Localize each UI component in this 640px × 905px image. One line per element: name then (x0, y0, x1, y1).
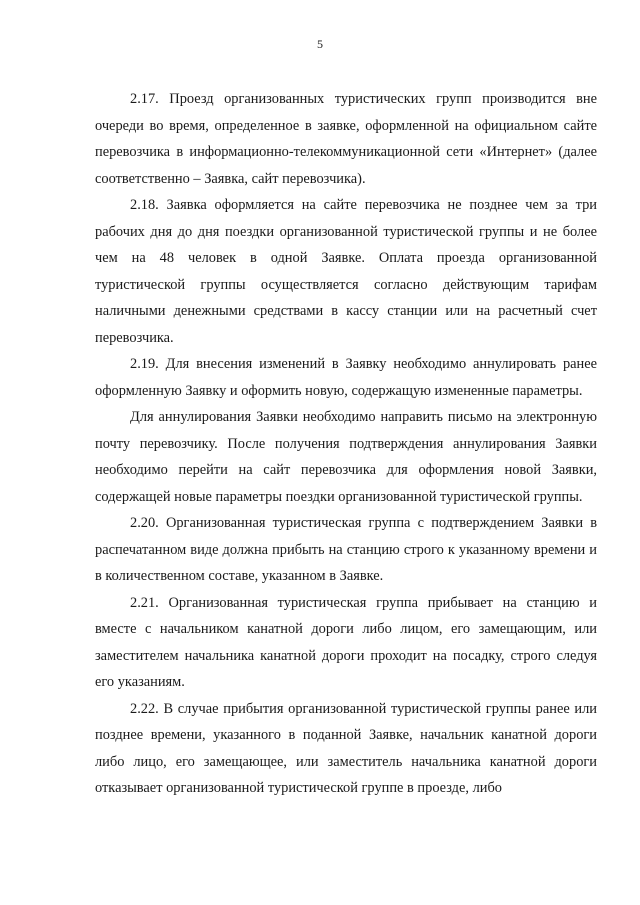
page-number: 5 (317, 37, 323, 51)
paragraph-2-22: 2.22. В случае прибытия организованной туристической группы ранее или позднее времени, указанного в поданной Заявке, начальник канатной дороги либо лицо, его замещающее, или заместитель начальника канатной дороги отказывает организованной туристической группе в проезде, либо (95, 700, 597, 796)
paragraph-2-21: 2.21. Организованная туристическая группа прибывает на станцию и вместе с начальником канатной дороги либо лицом, его замещающим, или заместителем начальника канатной дороги проходит на посадку, строго следуя его указаниям. (95, 594, 597, 690)
paragraph-2-18: 2.18. Заявка оформляется на сайте перевозчика не позднее чем за три рабочих дня до дня поездки организованной туристической группы и не более чем на 48 человек в одной Заявке. Оплата проезда организованной туристической группы осуществляется согласно действующим тарифам наличными денежными средствами в кассу станции или на расчетный счет перевозчика. (95, 197, 597, 346)
paragraph-2-17: 2.17. Проезд организованных туристических групп производится вне очереди во время, определенное в заявке, оформленной на официальном сайте перевозчика в информационно-телекоммуникационной сети «Интернет» (далее соответственно – Заявка, сайт перевозчика). (95, 91, 597, 187)
document-body (95, 86, 597, 802)
paragraph-2-20: 2.20. Организованная туристическая группа с подтверждением Заявки в распечатанном виде должна прибыть на станцию строго к указанному времени и в количественном составе, указанном в Заявке. (95, 515, 597, 584)
paragraph-2-19: 2.19. Для внесения изменений в Заявку необходимо аннулировать ранее оформленную Заявку и оформить новую, содержащую измененные параметры. (95, 356, 597, 399)
paragraph-2-19-continued: Для аннулирования Заявки необходимо направить письмо на электронную почту перевозчику. После получения подтверждения аннулирования Заявки необходимо перейти на сайт перевозчика для оформления новой Заявки, содержащей новые параметры поездки организованной туристической группы. (95, 409, 597, 505)
